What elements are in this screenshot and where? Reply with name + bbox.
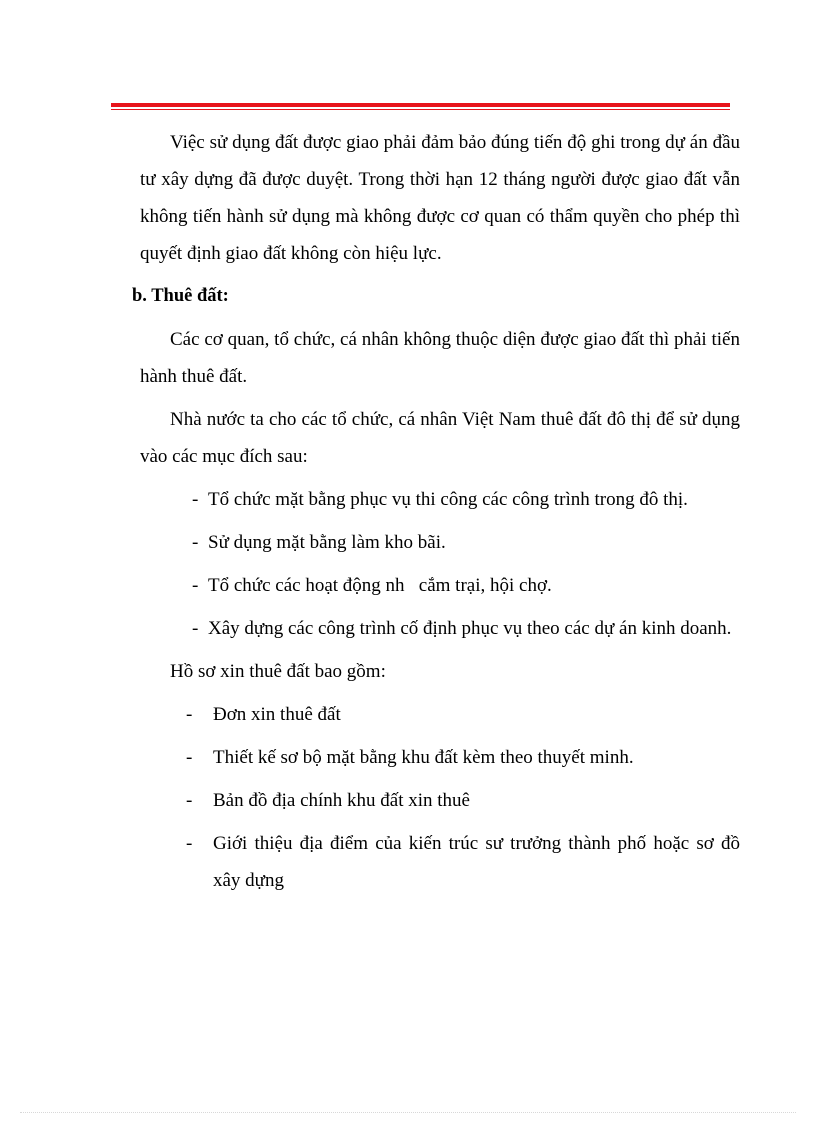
section-heading-land-lease: b. Thuê đất: [132,286,229,306]
dash-bullet: - [192,575,199,596]
list-item [140,567,740,604]
page-bottom-border [20,1112,796,1113]
list-item-text: Sử dụng mặt bằng làm kho bãi. [208,532,446,553]
dash-bullet: - [186,747,193,768]
purpose-list [140,481,740,647]
list-item [140,782,740,819]
dossier-intro: Hồ sơ xin thuê đất bao gồm: [170,661,386,682]
list-item [140,696,740,733]
dash-bullet: - [192,489,199,510]
list-item-text: Xây dựng các công trình cố định phục vụ theo các dự án kinh doanh. [208,618,732,639]
paragraph-lease-requirement: Các cơ quan, tổ chức, cá nhân không thuộc diện được giao đất thì phải tiến hành thuê đất. [140,329,740,387]
list-item [140,481,740,518]
dossier-list [140,696,740,899]
dash-bullet: - [192,618,199,639]
dash-bullet: - [186,790,193,811]
header-rule-thin [111,109,730,110]
list-item-text: Bản đồ địa chính khu đất xin thuê [213,790,470,811]
header-rule [111,103,730,107]
list-item-text: Thiết kế sơ bộ mặt bằng khu đất kèm theo thuyết minh. [213,747,634,768]
dash-bullet: - [186,704,193,725]
paragraph-land-use: Việc sử dụng đất được giao phải đảm bảo đúng tiến độ ghi trong dự án đầu tư xây dựng đã được duyệt. Trong thời hạn 12 tháng người được giao đất vẫn không tiến hành sử dụng mà không được cơ quan có thẩm quyền cho phép thì quyết định giao đất không còn hiệu lực. [140,132,740,264]
list-item [140,524,740,561]
list-item [140,825,740,899]
list-item-text: Giới thiệu địa điểm của kiến trúc sư trưởng thành phố hoặc sơ đồ xây dựng [213,833,740,891]
list-item [140,610,740,647]
list-item-text: Tổ chức mặt bằng phục vụ thi công các công trình trong đô thị. [208,489,688,510]
list-item-text: Tổ chức các hoạt động nh cắm trại, hội chợ. [208,575,552,596]
list-item-text: Đơn xin thuê đất [213,704,341,725]
dash-bullet: - [186,833,193,854]
paragraph-lease-purposes: Nhà nước ta cho các tổ chức, cá nhân Việt Nam thuê đất đô thị để sử dụng vào các mục đích sau: [140,409,740,467]
list-item [140,739,740,776]
dash-bullet: - [192,532,199,553]
document-body [132,124,740,905]
